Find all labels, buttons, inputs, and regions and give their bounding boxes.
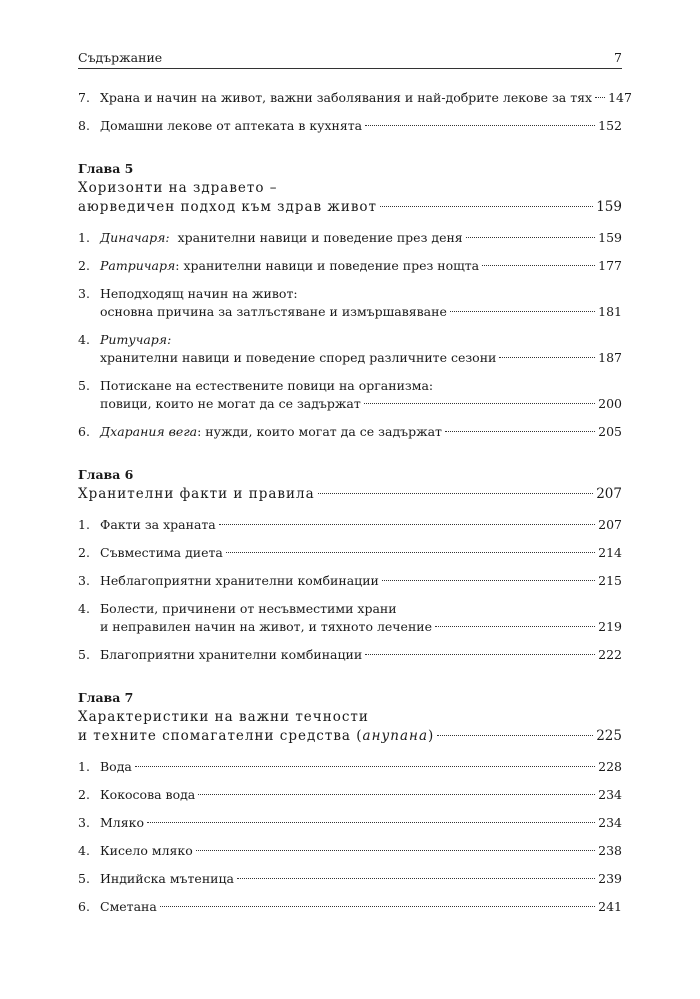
toc-entry[interactable] <box>78 544 622 562</box>
entry-page: 222 <box>598 647 622 662</box>
chapter-title-part: и техните спомагателни средства ( <box>78 728 363 744</box>
entry-number: 1. <box>78 759 90 774</box>
entry-page: 219 <box>598 619 622 634</box>
chapter-title-line: Хранителни факти и правила <box>78 486 315 502</box>
table-of-contents <box>78 89 632 926</box>
entry-title: Домашни лекове от аптеката в кухнята <box>100 118 363 133</box>
entry-title-rest: хранителни навици и поведение през деня <box>169 230 463 245</box>
dot-leader <box>466 237 595 238</box>
entry-page: 215 <box>598 573 622 588</box>
entry-number: 3. <box>78 286 90 301</box>
entry-title-rest: : нужди, които могат да се задържат <box>197 424 442 439</box>
entry-title-line: Потискане на естествените повици на организма: <box>100 378 434 393</box>
entry-title-line: повици, които не могат да се задържат <box>100 396 361 411</box>
entry-number: 1. <box>78 517 90 532</box>
entry-page: 238 <box>598 843 622 858</box>
chapter-label: Глава 5 <box>78 161 134 176</box>
toc-entry[interactable] <box>78 814 622 832</box>
entry-page: 181 <box>598 304 622 319</box>
toc-entry[interactable] <box>78 117 622 135</box>
entry-page: 214 <box>598 545 622 560</box>
toc-entry[interactable] <box>78 423 622 441</box>
toc-entry[interactable] <box>78 870 622 888</box>
entry-number: 3. <box>78 573 90 588</box>
entry-page: 200 <box>598 396 622 411</box>
chapter-5 <box>78 161 622 441</box>
dot-leader <box>135 766 595 767</box>
toc-entry[interactable] <box>78 229 622 247</box>
toc-entry[interactable] <box>78 842 622 860</box>
chapter-label: Глава 6 <box>78 467 134 482</box>
chapter-title-italic: анупана <box>362 728 428 744</box>
entry-title: Неблагоприятни хранителни комбинации <box>100 573 379 588</box>
entry-page: 241 <box>598 899 622 914</box>
entry-number: 4. <box>78 843 90 858</box>
dot-leader <box>160 906 595 907</box>
chapter-page: 207 <box>596 486 622 502</box>
entry-number: 4. <box>78 332 90 347</box>
chapter-6 <box>78 467 622 664</box>
entry-title-line: Болести, причинени от несъвместими храни <box>100 601 397 616</box>
chapter-title-line: аюрведичен подход към здрав живот <box>78 199 378 215</box>
entry-title: Кокосова вода <box>100 787 196 802</box>
entry-title: Благоприятни хранителни комбинации <box>100 647 363 662</box>
dot-leader <box>595 97 605 98</box>
dot-leader <box>364 403 595 404</box>
chapter-title-part: ) <box>428 728 435 744</box>
dot-leader <box>499 357 595 358</box>
entry-number: 3. <box>78 815 90 830</box>
entry-title-italic: Дхарания вега <box>100 424 198 439</box>
entry-number: 6. <box>78 899 90 914</box>
dot-leader <box>219 524 595 525</box>
entry-number: 2. <box>78 545 90 560</box>
running-header <box>78 50 622 69</box>
entry-number: 6. <box>78 424 90 439</box>
entry-page: 177 <box>598 258 622 273</box>
dot-leader <box>237 878 595 879</box>
entry-title: Кисело мляко <box>100 843 193 858</box>
chapter-title[interactable] <box>78 708 622 746</box>
chapter-title[interactable] <box>78 179 622 217</box>
dot-leader <box>380 206 593 207</box>
entry-title <box>100 257 479 275</box>
dot-leader <box>196 850 595 851</box>
chapter-7 <box>78 690 622 916</box>
entry-page: 207 <box>598 517 622 532</box>
entry-page: 205 <box>598 424 622 439</box>
chapter-title-line <box>78 727 434 746</box>
entry-title-line: основна причина за затлъстяване и измършавяване <box>100 304 447 319</box>
entry-title: Вода <box>100 759 132 774</box>
dot-leader <box>450 311 595 312</box>
dot-leader <box>482 265 595 266</box>
entry-number: 2. <box>78 258 90 273</box>
dot-leader <box>365 125 595 126</box>
entry-number: 2. <box>78 787 90 802</box>
toc-entry[interactable] <box>78 89 632 107</box>
entry-title-line: и неправилен начин на живот, и тяхното лечение <box>100 619 433 634</box>
entry-page: 187 <box>598 350 622 365</box>
entry-title: Индийска мътеница <box>100 871 234 886</box>
entry-title: Сметана <box>100 899 157 914</box>
entry-title <box>100 423 442 441</box>
dot-leader <box>435 626 595 627</box>
dot-leader <box>365 654 595 655</box>
toc-entry[interactable] <box>78 516 622 534</box>
dot-leader <box>437 735 593 736</box>
toc-entry[interactable] <box>78 285 622 321</box>
chapter-page: 159 <box>596 199 622 215</box>
toc-entry[interactable] <box>78 377 622 413</box>
toc-entry[interactable] <box>78 257 622 275</box>
dot-leader <box>318 493 594 494</box>
dot-leader <box>198 794 595 795</box>
entry-page: 147 <box>608 90 632 105</box>
entry-title: Мляко <box>100 815 144 830</box>
entry-title: Съвместима диета <box>100 545 223 560</box>
entry-number: 1. <box>78 230 90 245</box>
entry-page: 152 <box>598 118 622 133</box>
chapter-title[interactable] <box>78 485 622 504</box>
toc-entry[interactable] <box>78 331 622 367</box>
chapter-title-line: Характеристики на важни течности <box>78 709 369 725</box>
entry-title-line: Ритучаря: <box>100 332 172 347</box>
entry-number: 5. <box>78 647 90 662</box>
entry-number: 8. <box>78 118 90 133</box>
chapter-page: 225 <box>596 728 622 744</box>
toc-entry[interactable] <box>78 786 622 804</box>
entry-page: 234 <box>598 787 622 802</box>
toc-entry[interactable] <box>78 572 622 590</box>
toc-entry[interactable] <box>78 600 622 636</box>
toc-entry[interactable] <box>78 646 622 664</box>
entry-title-italic: Диначаря: <box>100 230 170 245</box>
entry-page: 228 <box>598 759 622 774</box>
running-header-page-number: 7 <box>614 50 622 65</box>
entry-title-line: хранителни навици и поведение според различните сезони <box>100 350 497 365</box>
dot-leader <box>382 580 595 581</box>
running-header-title: Съдържание <box>78 50 163 65</box>
entry-page: 234 <box>598 815 622 830</box>
entry-number: 5. <box>78 378 90 393</box>
entry-title: Факти за храната <box>100 517 216 532</box>
entry-number: 4. <box>78 601 90 616</box>
toc-entry[interactable] <box>78 898 622 916</box>
entry-title: Храна и начин на живот, важни заболявания и най-добрите лекове за тях <box>100 90 593 105</box>
entry-title-line: Неподходящ начин на живот: <box>100 286 298 301</box>
dot-leader <box>147 822 595 823</box>
entry-page: 159 <box>598 230 622 245</box>
entry-number: 7. <box>78 90 90 105</box>
entry-title-italic: Ратричаря <box>100 258 176 273</box>
entry-number: 5. <box>78 871 90 886</box>
entry-title <box>100 229 463 247</box>
dot-leader <box>445 431 595 432</box>
toc-entry[interactable] <box>78 758 622 776</box>
chapter-title-line: Хоризонти на здравето – <box>78 180 278 196</box>
dot-leader <box>226 552 595 553</box>
entry-page: 239 <box>598 871 622 886</box>
chapter-label: Глава 7 <box>78 690 134 705</box>
entry-title-rest: : хранителни навици и поведение през нощта <box>175 258 480 273</box>
